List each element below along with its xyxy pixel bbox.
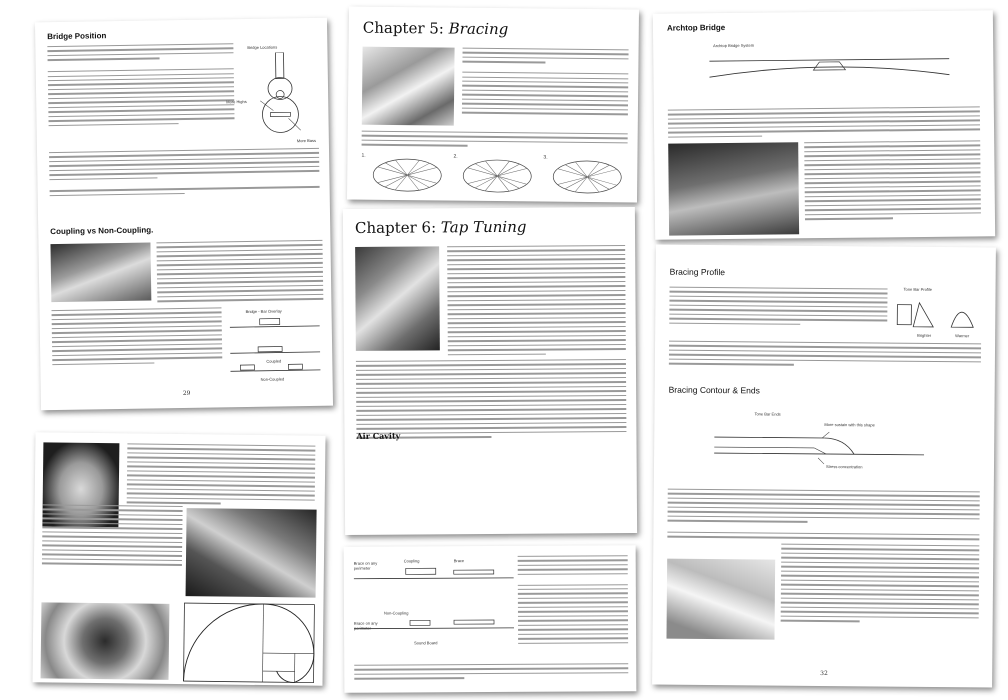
text-block bbox=[49, 148, 320, 200]
step-label-1: 1. bbox=[361, 152, 366, 159]
figure-title: Bridge Locations bbox=[247, 44, 278, 50]
figure-label-archtop: Archtop Bridge System bbox=[713, 42, 755, 49]
golden-spiral-diagram bbox=[182, 602, 315, 684]
chapter-heading bbox=[363, 19, 509, 39]
label-more-bass: More Bass bbox=[296, 137, 317, 144]
text-block bbox=[47, 43, 234, 129]
book-page-coupling-diagrams bbox=[344, 545, 637, 693]
label-brace: Brace bbox=[453, 558, 465, 564]
text-block bbox=[518, 555, 628, 647]
label-bridge-overlay: Bridge - Bar Overlay bbox=[245, 308, 282, 315]
figure-title-tone-bar: Tone Bar Profile bbox=[903, 286, 933, 292]
text-block bbox=[462, 48, 629, 119]
heading-bracing-profile: Bracing Profile bbox=[669, 266, 726, 278]
sunflower-photo bbox=[41, 602, 170, 680]
text-block bbox=[667, 489, 979, 544]
label-brace-perimeter-2: Brace on any perimeter bbox=[354, 620, 378, 631]
step-label-2: 2. bbox=[453, 153, 458, 160]
luthier-photo bbox=[355, 246, 440, 351]
label-coupled: Coupled bbox=[266, 358, 282, 364]
archtop-photo bbox=[668, 142, 799, 235]
text-block bbox=[51, 307, 222, 368]
chapter-heading bbox=[355, 218, 527, 237]
chapter-title: Tap Tuning bbox=[440, 217, 527, 237]
text-block bbox=[362, 131, 628, 152]
book-page-guitar-design bbox=[32, 432, 325, 686]
book-page-chapter-tap-tuning bbox=[343, 207, 637, 535]
step-label-3: 3. bbox=[543, 154, 548, 161]
text-block bbox=[156, 240, 323, 305]
archtop-bridge-diagram bbox=[709, 49, 949, 92]
bracing-photo bbox=[50, 243, 151, 303]
label-coupling: Coupling bbox=[403, 558, 420, 564]
label-warmer: Warmer bbox=[955, 333, 970, 339]
chapter-title: Bracing bbox=[448, 19, 509, 39]
label-noncoupled: Non-Coupled bbox=[260, 376, 285, 382]
text-block bbox=[356, 359, 627, 442]
text-block bbox=[127, 443, 316, 508]
book-page-bridge-position bbox=[35, 18, 333, 411]
tone-bar-ends-diagram bbox=[714, 423, 924, 473]
rectangle-profile-diagram bbox=[895, 303, 917, 329]
text-block bbox=[669, 287, 887, 329]
noncoupling-brace-diagram bbox=[354, 616, 514, 637]
label-brighter: Brighter bbox=[917, 332, 932, 338]
text-block bbox=[354, 663, 628, 682]
page-number: 32 bbox=[820, 669, 828, 678]
guitar-bridge-diagram bbox=[239, 52, 320, 139]
bracing-photo bbox=[362, 47, 455, 126]
text-block bbox=[669, 341, 981, 371]
bracing-step-diagram-2 bbox=[461, 158, 533, 195]
coupling-brace-diagram bbox=[354, 566, 514, 587]
label-more-sustain: More sustain with this shape bbox=[824, 422, 875, 428]
heading-archtop-bridge: Archtop Bridge bbox=[666, 23, 726, 33]
label-brace-perimeter: Brace on any perimeter bbox=[353, 560, 378, 571]
text-block bbox=[447, 245, 626, 358]
label-more-highs: More Highs bbox=[226, 99, 247, 105]
chapter-label: Chapter 6: bbox=[354, 218, 437, 237]
text-block bbox=[781, 544, 980, 626]
label-sound-board: Sound Board bbox=[414, 640, 438, 646]
subheading-air-cavity: Air Cavity bbox=[356, 430, 401, 441]
heading-bridge-position: Bridge Position bbox=[47, 31, 107, 42]
page-number: 29 bbox=[182, 389, 191, 398]
book-page-bracing-profile bbox=[652, 245, 996, 688]
brace-ends-photo bbox=[666, 559, 775, 640]
bracing-step-diagram-1 bbox=[371, 157, 443, 194]
label-noncoupling: Non-Coupling bbox=[383, 610, 409, 616]
book-page-chapter-bracing bbox=[347, 6, 639, 202]
text-block bbox=[42, 504, 183, 568]
guitar-body-photo bbox=[186, 508, 317, 598]
bracing-step-diagram-3 bbox=[551, 159, 623, 196]
label-tone-bar-ends: Tone Bar Ends bbox=[754, 411, 781, 417]
text-block bbox=[804, 140, 981, 223]
text-block bbox=[668, 106, 980, 141]
label-stress-concentration: Stress concentration bbox=[825, 464, 863, 470]
heading-coupling: Coupling vs Non-Coupling. bbox=[50, 225, 154, 237]
chapter-label: Chapter 5: bbox=[362, 18, 445, 38]
heading-bracing-contour: Bracing Contour & Ends bbox=[668, 384, 760, 396]
book-page-archtop-bridge bbox=[653, 10, 995, 240]
coupling-diagram bbox=[230, 314, 321, 377]
